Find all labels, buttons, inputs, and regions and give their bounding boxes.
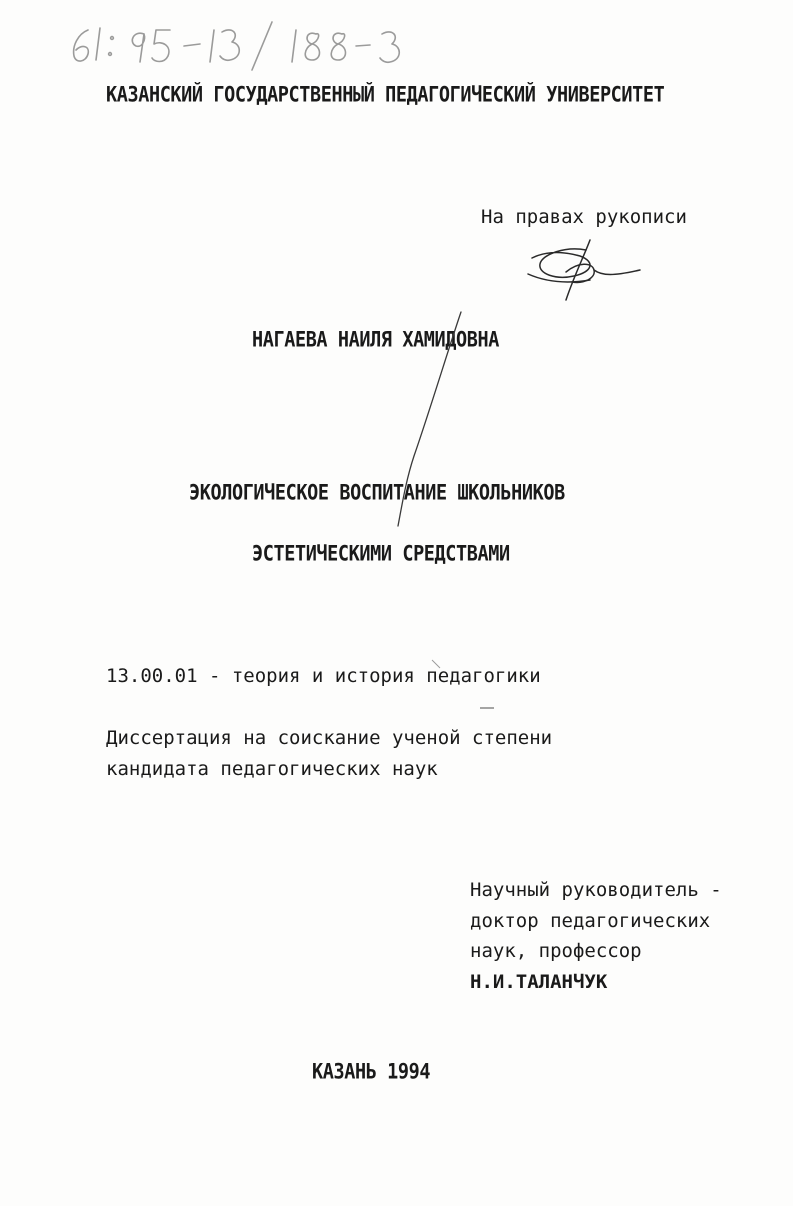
degree-statement-line-1: Диссертация на соискание ученой степени (106, 727, 553, 749)
author-name: НАГАЕВА НАИЛЯ ХАМИДОВНА (252, 328, 499, 353)
supervisor-title: наук, профессор (470, 940, 642, 962)
supervisor-name: Н.И.ТАЛАНЧУК (470, 971, 608, 993)
university-name: КАЗАНСКИЙ ГОСУДАРСТВЕННЫЙ ПЕДАГОГИЧЕСКИЙ УНИВЕРСИТЕТ (106, 83, 665, 108)
supervisor-degree: доктор педагогических (470, 910, 711, 932)
degree-statement-line-2: кандидата педагогических наук (106, 758, 438, 780)
city-and-year: КАЗАНЬ 1994 (312, 1060, 431, 1085)
supervisor-role: Научный руководитель - (470, 879, 722, 901)
dissertation-title-line-2: ЭСТЕТИЧЕСКИМИ СРЕДСТВАМИ (252, 542, 510, 567)
manuscript-rights: На правах рукописи (481, 206, 687, 228)
archive-code (0, 0, 1, 1)
dissertation-title-line-1: ЭКОЛОГИЧЕСКОЕ ВОСПИТАНИЕ ШКОЛЬНИКОВ (189, 481, 565, 506)
specialty-code: 13.00.01 - теория и история педагогики (106, 665, 541, 687)
